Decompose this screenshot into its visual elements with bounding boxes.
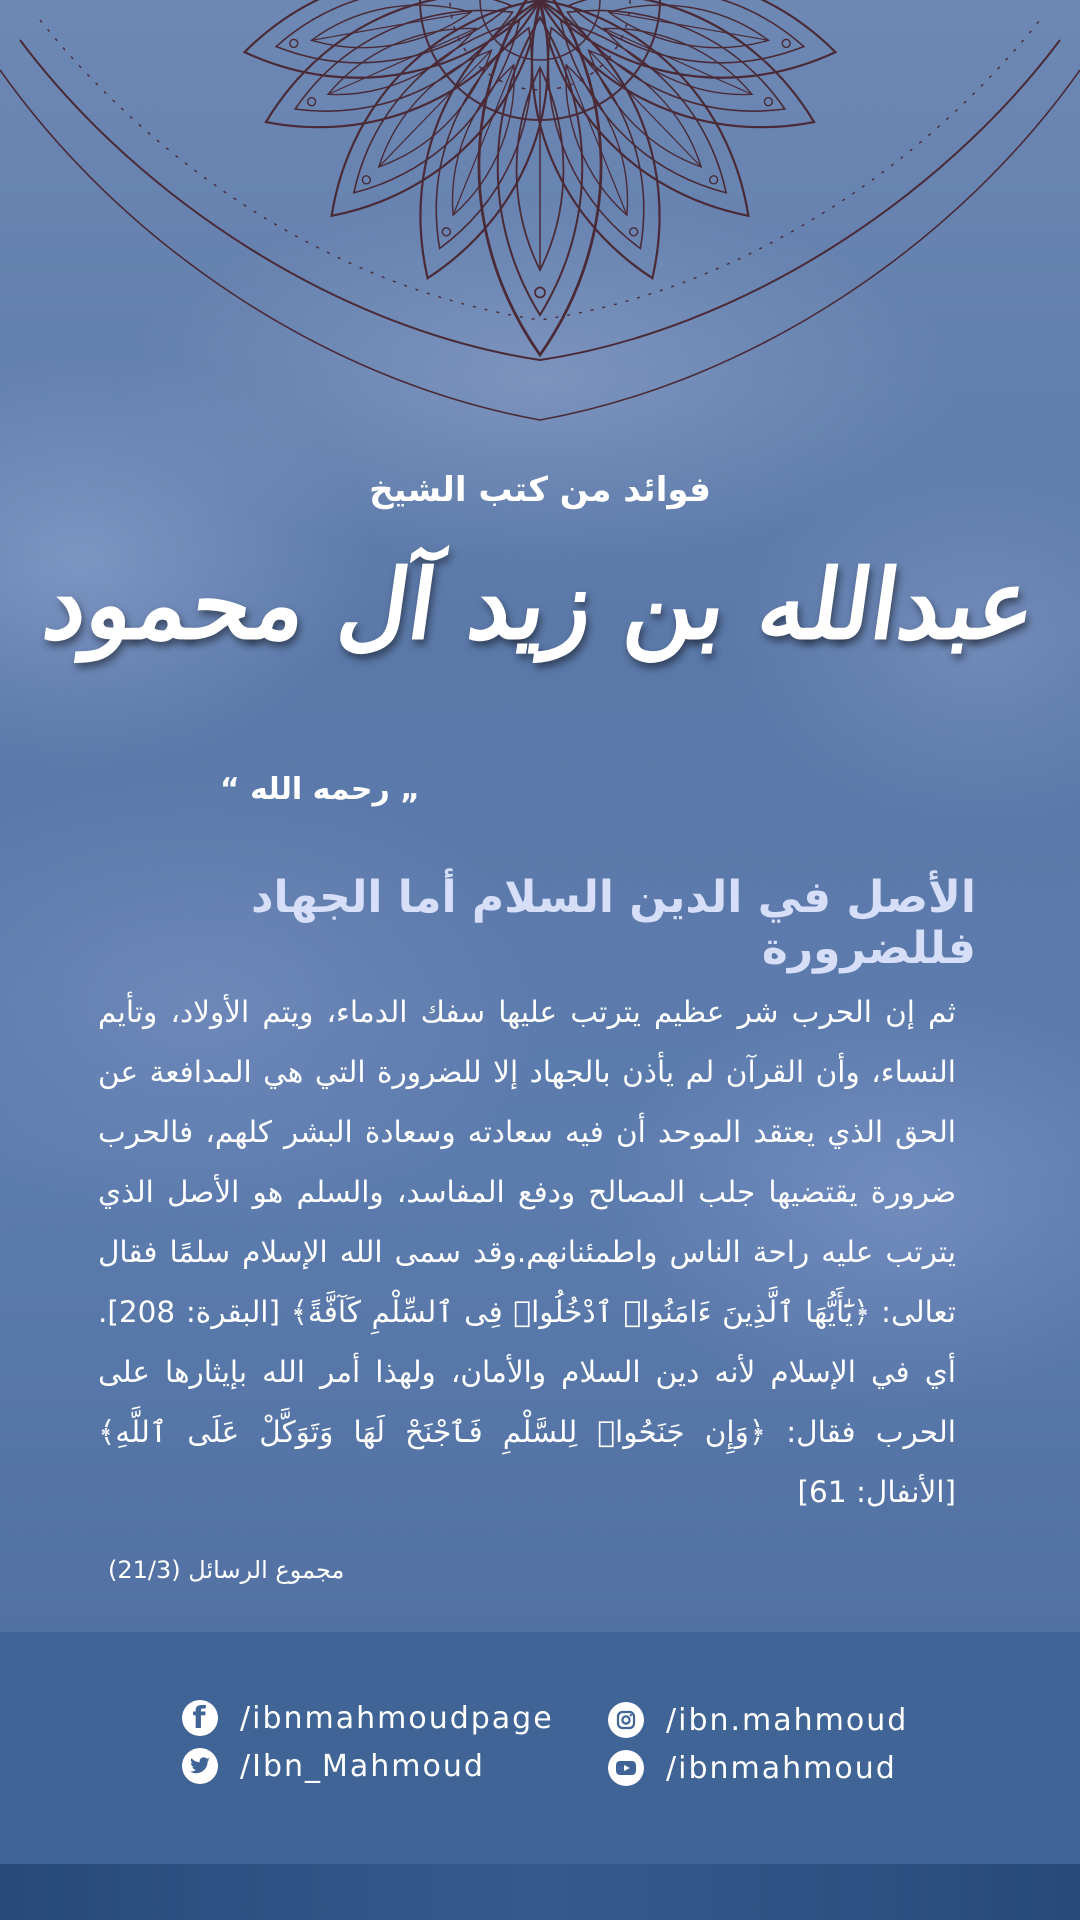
- mandala-ornament: [0, 0, 1080, 440]
- youtube-icon: [608, 1750, 644, 1786]
- youtube-handle: /ibnmahmoud: [666, 1750, 897, 1786]
- instagram-handle: /ibn.mahmoud: [666, 1702, 909, 1738]
- footer-bottom-bar: [0, 1864, 1080, 1920]
- facebook-icon: f: [182, 1700, 218, 1736]
- instagram-icon: [608, 1702, 644, 1738]
- instagram-link[interactable]: [608, 1702, 908, 1738]
- twitter-handle: /Ibn_Mahmoud: [240, 1748, 485, 1784]
- article-source: مجموع الرسائل (21/3): [108, 1556, 345, 1584]
- twitter-link[interactable]: [182, 1748, 485, 1784]
- facebook-handle: /ibnmahmoudpage: [240, 1700, 554, 1736]
- article-headline: الأصل في الدين السلام أما الجهاد فللضرورة: [250, 872, 976, 974]
- footer: [0, 1632, 1080, 1864]
- pre-title: فوائد من كتب الشيخ: [369, 470, 711, 510]
- honorific: „ رحمه الله “: [220, 772, 420, 807]
- author-name-calligraphy: عبدالله بن زيد آل محمود: [36, 548, 1044, 661]
- youtube-link[interactable]: [608, 1750, 897, 1786]
- facebook-link[interactable]: [182, 1700, 554, 1736]
- twitter-icon: [182, 1748, 218, 1784]
- article-body: ثم إن الحرب شر عظيم يترتب عليها سفك الدماء، ويتم الأولاد، وتأيم النساء، وأن القرآن لم يأذن بالجهاد إلا للضرورة التي هي المدافعة عن الحق الذي يعتقد الموحد أن فيه سعادته وسعادة البشر كلهم، فالحرب ضرورة يقتضيها جلب المصالح ودفع المفاسد، والسلم هو الأصل الذي يترتب عليه راحة الناس واطمئنانهم.وقد سمى الله الإسلام سلمًا فقال تعالى: ﴿يَٰٓأَيُّهَا ٱلَّذِينَ ءَامَنُوا۟ ٱدْخُلُوا۟ فِى ٱلسِّلْمِ كَآفَّةً﴾ [البقرة: 208]. أي في الإسلام لأنه دين السلام والأمان، ولهذا أمر الله بإيثارها على الحرب فقال: ﴿وَإِن جَنَحُوا۟ لِلسَّلْمِ فَٱجْنَحْ لَهَا وَتَوَكَّلْ عَلَى ٱللَّهِ﴾ [الأنفال: 61]: [98, 995, 956, 1509]
